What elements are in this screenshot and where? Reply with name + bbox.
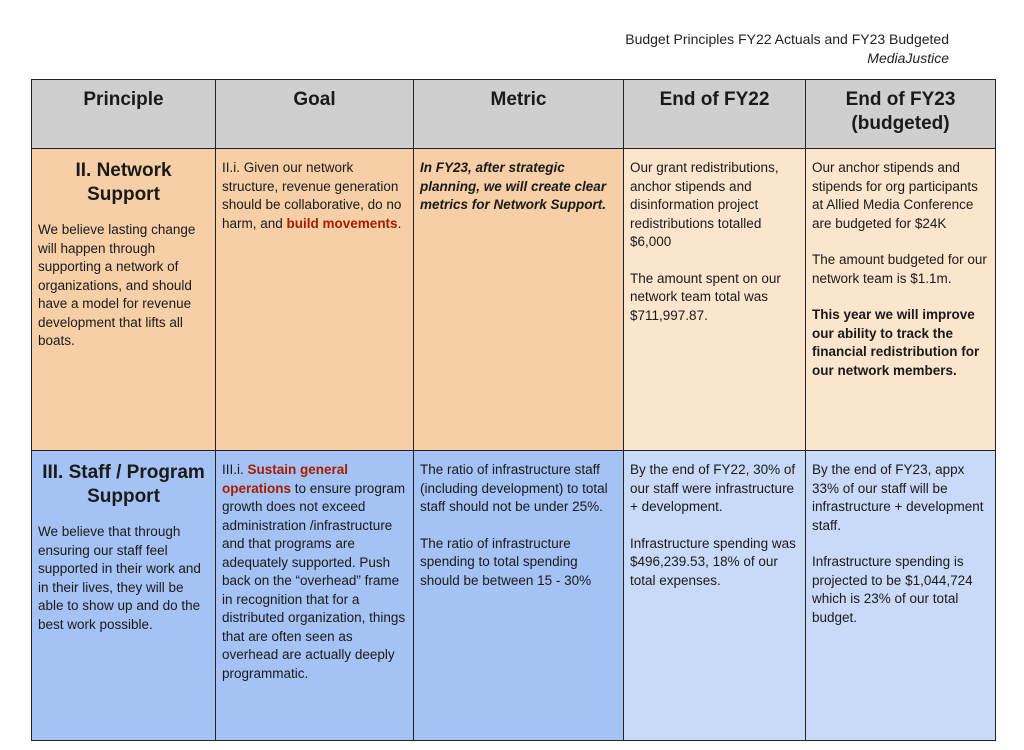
goal-cell: III.i. Sustain general operations to ensure program growth does not exceed administration /infrastructure and that programs are adequately supported. Push back on the “overhead” frame in recognition that for a distributed organization, things that are often seen as overhead are actually deeply programmatic. bbox=[216, 451, 414, 741]
fy22-cell: By the end of FY22, 30% of our staff were infrastructure + development. Infrastructure spending was $496,239.53, 18% of our total expenses. bbox=[624, 451, 806, 741]
document-header bbox=[625, 30, 949, 68]
fy23-cell: By the end of FY23, appx 33% of our staff will be infrastructure + development staff. Infrastructure spending is projected to be $1,044,724 which is 23% of our total budget. bbox=[806, 451, 996, 741]
metric-cell bbox=[414, 149, 624, 451]
principle-description: We believe that through ensuring our staff feel supported in their work and in their lives, they will be able to show up and do the best work possible. bbox=[38, 524, 201, 632]
goal-cell: II.i. Given our network structure, revenue generation should be collaborative, do no harm, and build movements. bbox=[216, 149, 414, 451]
principle-title: III. Staff / Program Support bbox=[42, 462, 205, 507]
table-row bbox=[32, 451, 996, 741]
organization-name: MediaJustice bbox=[867, 50, 949, 66]
table-header-row bbox=[32, 80, 996, 149]
fy23-cell: Our anchor stipends and stipends for org participants at Allied Media Conference are budgeted for $24K The amount budgeted for our network team is $1.1m. This year we will improve our ability to track the financial redistribution for our network members. bbox=[806, 149, 996, 451]
goal-highlight: build movements bbox=[286, 215, 398, 231]
principle-title: II. Network Support bbox=[75, 160, 172, 205]
column-header-fy23: End of FY23 (budgeted) bbox=[806, 80, 996, 149]
column-header-principle: Principle bbox=[32, 80, 216, 149]
principle-cell bbox=[32, 451, 216, 741]
principle-cell bbox=[32, 149, 216, 451]
goal-highlight: Sustain general operations bbox=[222, 462, 349, 496]
metric-cell: The ratio of infrastructure staff (including development) to total staff should not be under 25%. The ratio of infrastructure spending to total spending should be between 15 - 30% bbox=[414, 451, 624, 741]
document-title: Budget Principles FY22 Actuals and FY23 Budgeted bbox=[625, 31, 949, 47]
column-header-fy22: End of FY22 bbox=[624, 80, 806, 149]
metric-text: In FY23, after strategic planning, we will create clear metrics for Network Support. bbox=[420, 160, 607, 212]
column-header-goal: Goal bbox=[216, 80, 414, 149]
budget-principles-table bbox=[31, 79, 996, 741]
fy22-cell: Our grant redistributions, anchor stipends and disinformation project redistributions totalled $6,000 The amount spent on our network team total was $711,997.87. bbox=[624, 149, 806, 451]
principle-description: We believe lasting change will happen through supporting a network of organizations, and should have a model for revenue development that lifts all boats. bbox=[38, 222, 196, 348]
table-row bbox=[32, 149, 996, 451]
column-header-metric: Metric bbox=[414, 80, 624, 149]
